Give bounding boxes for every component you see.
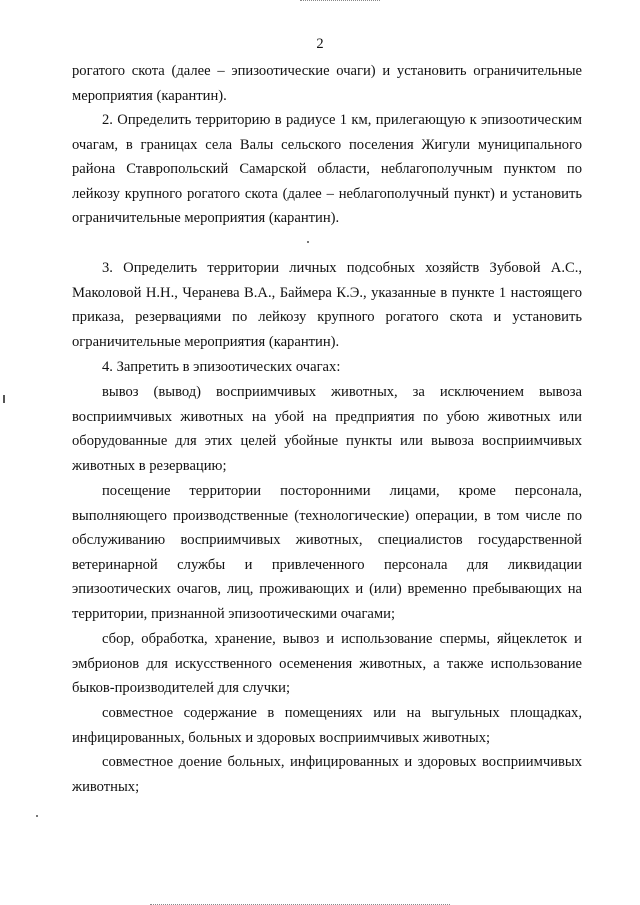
scan-dust-dot — [307, 241, 309, 243]
paragraph-item-3: 3. Определить территории личных подсобных хозяйств Зубовой А.С., Маколовой Н.Н., Черанева В.А., Баймера К.Э., указанные в пункте 1 настоящего приказа, резервациями по лейкозу крупного рогатого скота и установить ограничительные мероприятия (карантин). — [72, 260, 582, 350]
paragraph-prohibition-joint-keeping: совместное содержание в помещениях или на выгульных площадках, инфицированных, больных и здоровых восприимчивых животных; — [72, 705, 582, 746]
paragraph-prohibition-visits: посещение территории посторонними лицами, кроме персонала, выполняющего производственные (технологические) операции, в том числе по обслуживанию восприимчивых животных, специалистов государственной ветеринарной службы и привлеченного персонала для ликвидации эпизоотических очагов, лиц, проживающих и (или) временно пребывающих на территории, признанной эпизоотическими очагами; — [72, 483, 582, 622]
page-number: 2 — [316, 36, 324, 52]
scan-dust-dot — [36, 815, 38, 817]
paragraph-item-2: 2. Определить территорию в радиусе 1 км, прилегающую к эпизоотическим очагам, в границах села Валы сельского поселения Жигули муниципального района Ставропольский Самарской области, неблагополучным пунктом по лейкозу крупного рогатого скота (далее – неблагополучный пункт) и установить ограничительные мероприятия (карантин). — [72, 112, 582, 227]
paragraph-prohibition-semen: сбор, обработка, хранение, вывоз и использование спермы, яйцеклеток и эмбрионов для искусственного осеменения животных, а также использование быков-производителей для случки; — [72, 631, 582, 697]
paragraph-prohibition-joint-milking: совместное доение больных, инфицированных и здоровых восприимчивых животных; — [72, 754, 582, 795]
paragraph-intro-continuation: рогатого скота (далее – эпизоотические очаги) и установить ограничительные мероприятия (карантин). — [72, 63, 582, 104]
scan-artifact-top — [300, 0, 380, 4]
paragraph-item-4: 4. Запретить в эпизоотических очагах: — [102, 359, 341, 375]
scan-edge-mark — [3, 395, 5, 403]
paragraph-prohibition-export: вывоз (вывод) восприимчивых животных, за исключением вывоза восприимчивых животных на убой на предприятия по убою животных или оборудованные для этих целей убойные пункты или вывоза восприимчивых животных в резервацию; — [72, 384, 582, 474]
